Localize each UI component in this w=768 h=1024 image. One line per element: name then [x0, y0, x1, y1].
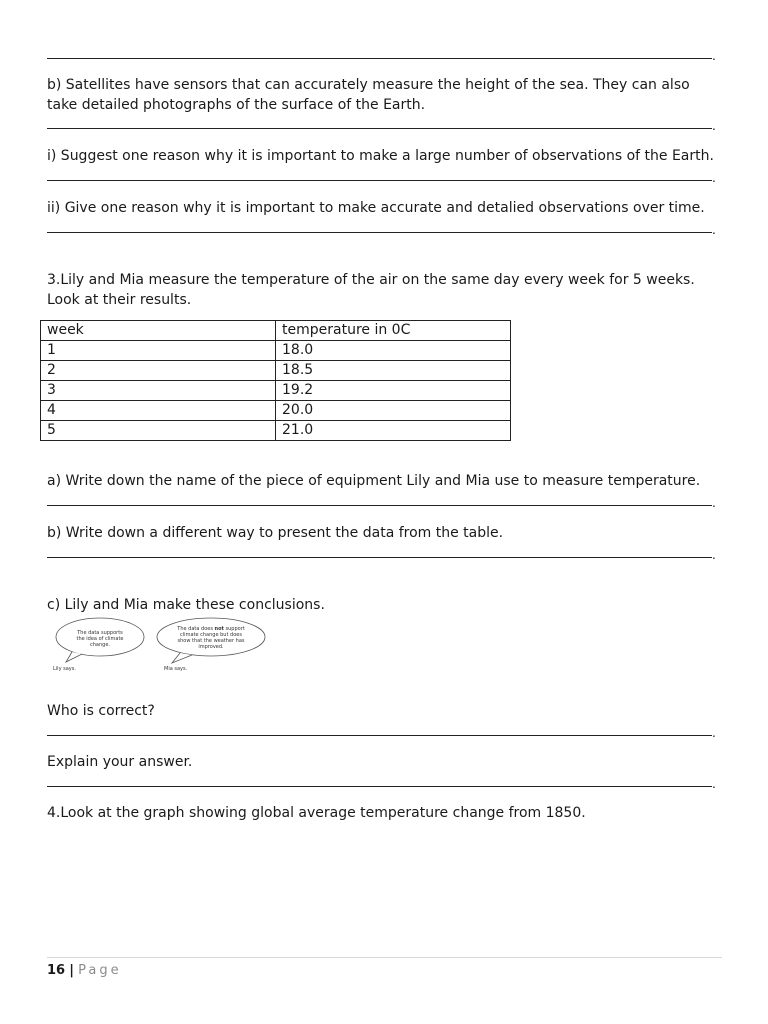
- line-end-dot: .: [712, 49, 716, 63]
- line-end-dot: .: [712, 223, 716, 237]
- table-row: [41, 381, 511, 401]
- table-cell-week: 3: [41, 381, 276, 401]
- question-3b: b) Write down a different way to present the data from the table.: [47, 525, 504, 541]
- answer-line: [47, 128, 712, 129]
- question-3-line-1: 3.Lily and Mia measure the temperature of the air on the same day every week for 5 weeks.: [47, 272, 695, 288]
- footer-separator: |: [69, 963, 74, 978]
- question-3c: c) Lily and Mia make these conclusions.: [47, 597, 325, 613]
- page-label: Page: [78, 963, 122, 978]
- page-number: 16: [47, 963, 66, 978]
- question-2b-line-2: take detailed photographs of the surface of the Earth.: [47, 97, 426, 113]
- table-cell-temperature: 20.0: [276, 401, 511, 421]
- answer-line: [47, 786, 712, 787]
- question-3-line-2: Look at their results.: [47, 292, 192, 308]
- lily-caption: Lily says.: [53, 666, 76, 672]
- table-row: [41, 401, 511, 421]
- table-cell-week: 5: [41, 421, 276, 441]
- table-cell-week: 4: [41, 401, 276, 421]
- table-cell-week: 2: [41, 361, 276, 381]
- question-2b-line-1: b) Satellites have sensors that can accurately measure the height of the sea. They can also: [47, 77, 690, 93]
- question-3a: a) Write down the name of the piece of equipment Lily and Mia use to measure temperature.: [47, 473, 701, 489]
- table-cell-temperature: 19.2: [276, 381, 511, 401]
- table-row: [41, 341, 511, 361]
- question-2b-ii: ii) Give one reason why it is important to make accurate and detalied observations over time.: [47, 200, 705, 216]
- answer-line: [47, 58, 712, 59]
- line-end-dot: .: [712, 726, 716, 740]
- table-header-row: [41, 321, 511, 341]
- who-is-correct-prompt: Who is correct?: [47, 703, 155, 719]
- speech-bubbles-figure: [50, 616, 272, 676]
- answer-line: [47, 505, 712, 506]
- answer-line: [47, 557, 712, 558]
- answer-line: [47, 735, 712, 736]
- mia-caption: Mia says.: [164, 666, 188, 672]
- line-end-dot: .: [712, 171, 716, 185]
- table-cell-temperature: 18.5: [276, 361, 511, 381]
- line-end-dot: .: [712, 548, 716, 562]
- table-cell-week: 1: [41, 341, 276, 361]
- line-end-dot: .: [712, 777, 716, 791]
- table-row: [41, 421, 511, 441]
- table-cell-temperature: 18.0: [276, 341, 511, 361]
- answer-line: [47, 180, 712, 181]
- question-4: 4.Look at the graph showing global average temperature change from 1850.: [47, 805, 586, 821]
- line-end-dot: .: [712, 496, 716, 510]
- table-cell-temperature: 21.0: [276, 421, 511, 441]
- results-table: [40, 320, 511, 441]
- table-row: [41, 361, 511, 381]
- explain-prompt: Explain your answer.: [47, 754, 193, 770]
- lily-speech-text: The data supports the idea of climate change.: [76, 630, 124, 648]
- question-2b-i: i) Suggest one reason why it is important to make a large number of observations of the Earth.: [47, 148, 714, 164]
- footer-divider: [47, 957, 722, 958]
- line-end-dot: .: [712, 119, 716, 133]
- answer-line: [47, 232, 712, 233]
- table-header-week: week: [41, 321, 276, 341]
- page-footer: [47, 963, 122, 979]
- mia-speech-text: The data does not support climate change but does show that the weather has improved.: [177, 626, 245, 650]
- table-header-temperature: temperature in 0C: [276, 321, 511, 341]
